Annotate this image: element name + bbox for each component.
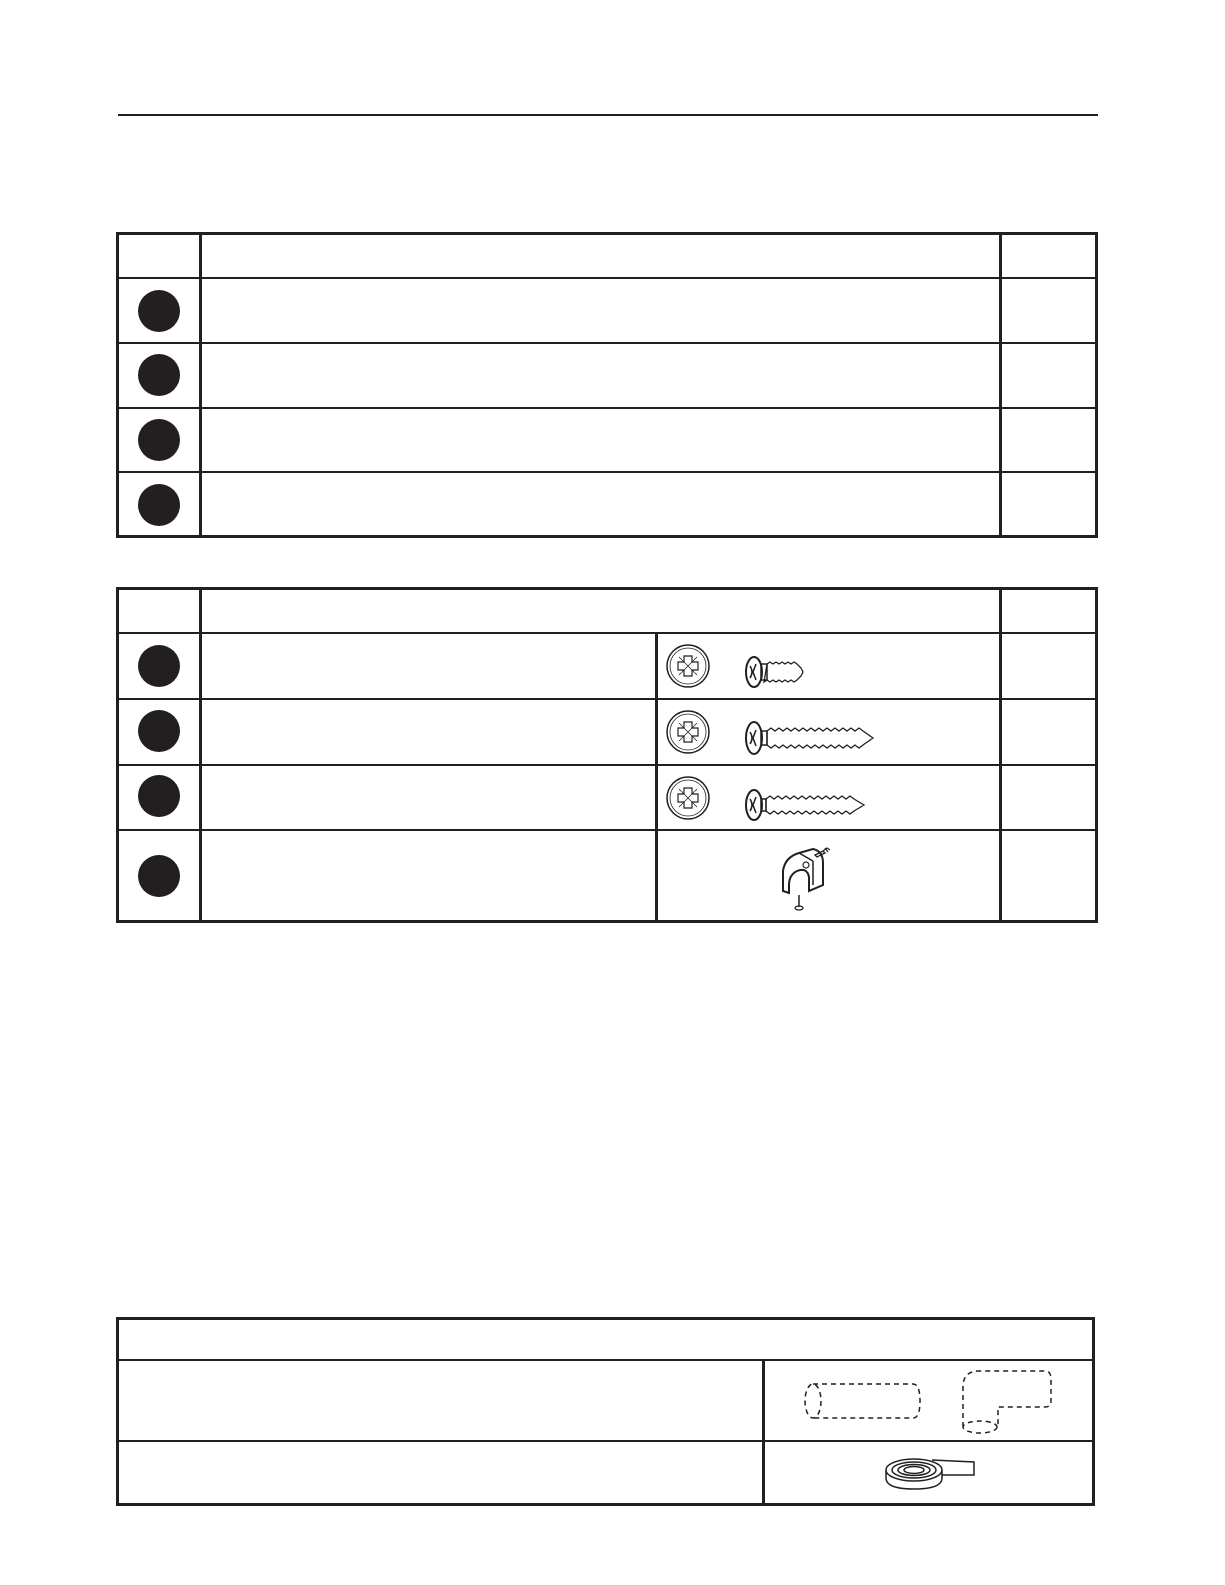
medium-screw-icon [742,785,872,825]
parts-row-line [116,407,1098,409]
parts-row-line [116,277,1098,279]
screws-divider-mark [199,587,202,923]
parts-row-line [116,471,1098,473]
parts-row-line [116,342,1098,344]
short-tapping-screw-icon [742,652,812,692]
screws-row-line [116,829,1098,831]
screws-row-line [116,698,1098,700]
filled-circle-marker [138,484,180,526]
filled-circle-marker [138,419,180,461]
filled-circle-marker [138,290,180,332]
tape-roll-icon [880,1448,980,1498]
filled-circle-marker [138,855,180,897]
screws-divider-qty [999,587,1002,923]
screws-divider-illustration [655,633,658,923]
screw-head-icon [665,709,711,755]
long-pointed-screw-icon [742,718,882,758]
pipe-sleeve-and-elbow-icon [795,1365,1065,1440]
screw-head-icon [665,643,711,689]
screws-row-line [116,764,1098,766]
filled-circle-marker [138,354,180,396]
optional-divider-illustration [762,1360,765,1506]
optional-row-line [116,1359,1095,1361]
screw-head-icon [665,775,711,821]
cable-clamp-icon [775,845,840,915]
filled-circle-marker [138,645,180,687]
filled-circle-marker [138,710,180,752]
filled-circle-marker [138,775,180,817]
header-rule [118,114,1098,116]
screws-table [116,587,1098,923]
screws-row-line [116,632,1098,634]
optional-row-line [116,1440,1095,1442]
